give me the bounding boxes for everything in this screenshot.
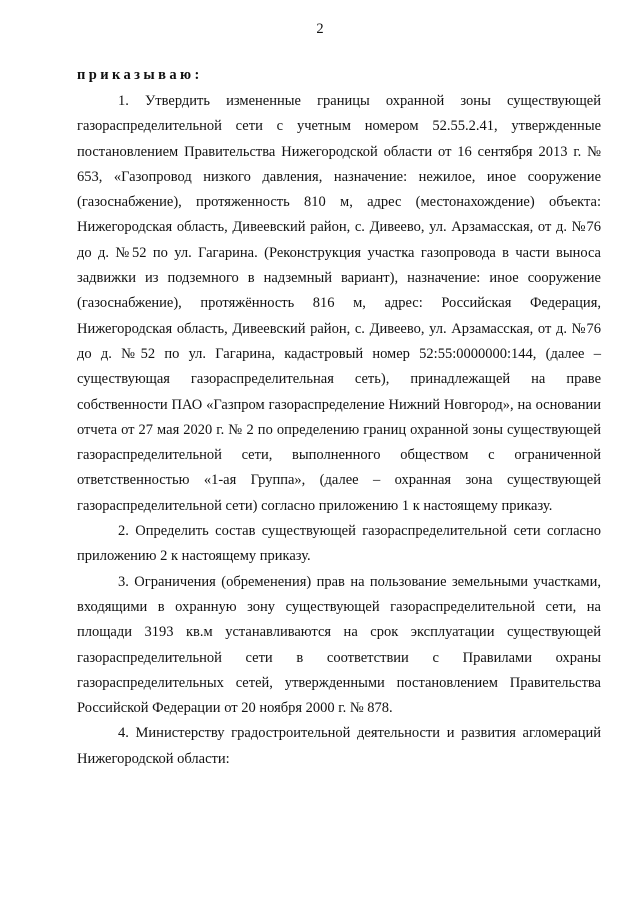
paragraph-4: 4. Министерству градостроительной деятельности и развития агломераций Нижегородской области: [77, 725, 601, 767]
page-number: 2 [316, 21, 324, 37]
order-heading: приказываю: [77, 67, 203, 83]
document-body [77, 89, 601, 772]
paragraph-1: 1. Утвердить измененные границы охранной зоны существующей газораспределительной сети с учетным номером 52.55.2.41, утвержденные постановлением Правительства Нижегородской области от 16 сентября 2013 г. № 653, «Газопровод низкого давления, назначение: нежилое, иное сооружение (газоснабжение), протяженность 810 м, адрес (местонахождение) объекта: Нижегородская область, Дивеевский район, с. Дивеево, ул. Арзамасская, от д. №76 до д. №52 по ул. Гагарина. (Реконструкция участка газопровода в части выноса задвижки из подземного в надземный вариант), назначение: иное сооружение (газоснабжение), протяжённость 816 м, адрес: Российская Федерация, Нижегородская область, Дивеевский район, с. Дивеево, ул. Арзамасская, от д. №76 до д. №52 по ул. Гагарина, кадастровый номер 52:55:0000000:144, (далее – существующая газораспределительная сеть), принадлежащей на праве собственности ПАО «Газпром газораспределение Нижний Новгород», на основании отчета от 27 мая 2020 г. № 2 по определению границ охранной зоны существующей газораспределительной сети, выполненного обществом с ограниченной ответственностью «1-ая Группа», (далее – охранная зона существующей газораспределительной сети) согласно приложению 1 к настоящему приказу. [77, 93, 601, 514]
paragraph-2: 2. Определить состав существующей газораспределительной сети согласно приложению 2 к настоящему приказу. [77, 523, 601, 565]
paragraph-3: 3. Ограничения (обременения) прав на пользование земельными участками, входящими в охранную зону существующей газораспределительной сети, на площади 3193 кв.м устанавливаются на срок эксплуатации существующей газораспределительной сети в соответствии с Правилами охраны газораспределительных сетей, утвержденными постановлением Правительства Российской Федерации от 20 ноября 2000 г. № 878. [77, 573, 601, 717]
